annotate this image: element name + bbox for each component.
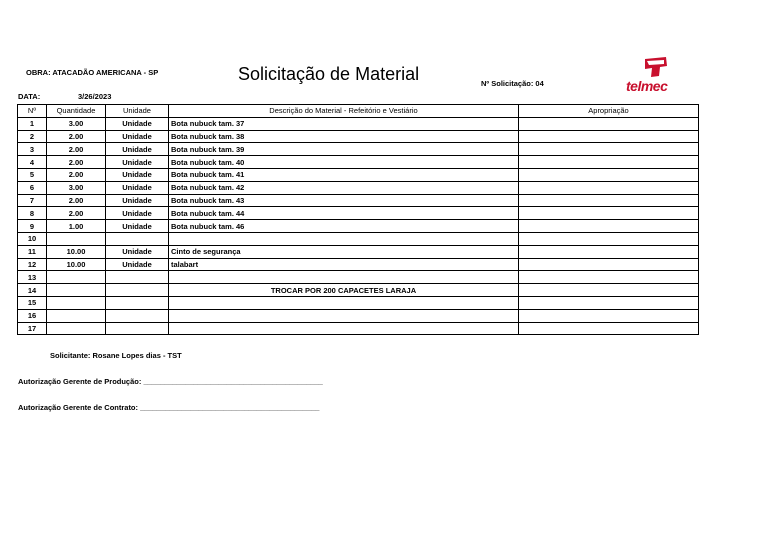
row-number: 4 — [18, 156, 47, 169]
row-number: 14 — [18, 284, 47, 297]
row-unit — [106, 296, 169, 309]
row-description: Bota nubuck tam. 44 — [169, 207, 519, 220]
table-row — [18, 156, 699, 169]
row-description — [169, 271, 519, 284]
row-appropriation — [519, 271, 699, 284]
requester: Solicitante: Rosane Lopes dias - TST — [50, 351, 182, 360]
table-row — [18, 220, 699, 233]
row-appropriation — [519, 220, 699, 233]
table-row — [18, 168, 699, 181]
row-number: 2 — [18, 130, 47, 143]
row-appropriation — [519, 245, 699, 258]
row-appropriation — [519, 130, 699, 143]
row-unit: Unidade — [106, 220, 169, 233]
row-quantity: 2.00 — [47, 194, 106, 207]
row-unit: Unidade — [106, 130, 169, 143]
production-manager-authorization: Autorização Gerente de Produção: ___________________________________________ — [18, 377, 323, 386]
row-quantity: 3.00 — [47, 181, 106, 194]
row-quantity — [47, 271, 106, 284]
row-quantity: 1.00 — [47, 220, 106, 233]
row-unit: Unidade — [106, 181, 169, 194]
obra-label: OBRA: ATACADÃO AMERICANA - SP — [26, 68, 159, 77]
row-quantity — [47, 296, 106, 309]
row-appropriation — [519, 309, 699, 322]
row-number: 13 — [18, 271, 47, 284]
row-unit: Unidade — [106, 168, 169, 181]
row-number: 1 — [18, 117, 47, 130]
row-appropriation — [519, 156, 699, 169]
row-unit: Unidade — [106, 117, 169, 130]
row-description: Bota nubuck tam. 41 — [169, 168, 519, 181]
row-appropriation — [519, 143, 699, 156]
table-row — [18, 232, 699, 245]
telmec-logo — [626, 57, 686, 93]
row-description — [169, 232, 519, 245]
row-quantity: 2.00 — [47, 130, 106, 143]
col-header-quantity: Quantidade — [47, 105, 106, 118]
row-unit: Unidade — [106, 207, 169, 220]
row-appropriation — [519, 322, 699, 335]
row-description: Bota nubuck tam. 39 — [169, 143, 519, 156]
row-appropriation — [519, 194, 699, 207]
row-quantity — [47, 284, 106, 297]
row-unit — [106, 284, 169, 297]
row-unit — [106, 232, 169, 245]
row-appropriation — [519, 284, 699, 297]
row-unit: Unidade — [106, 258, 169, 271]
row-description: Bota nubuck tam. 43 — [169, 194, 519, 207]
material-table — [17, 104, 699, 335]
row-number: 17 — [18, 322, 47, 335]
table-row — [18, 271, 699, 284]
row-description: Bota nubuck tam. 40 — [169, 156, 519, 169]
row-quantity — [47, 309, 106, 322]
row-number: 10 — [18, 232, 47, 245]
row-quantity: 10.00 — [47, 258, 106, 271]
row-description: Bota nubuck tam. 42 — [169, 181, 519, 194]
table-row — [18, 258, 699, 271]
row-appropriation — [519, 181, 699, 194]
row-unit — [106, 322, 169, 335]
table-row — [18, 207, 699, 220]
row-number: 5 — [18, 168, 47, 181]
row-quantity: 2.00 — [47, 143, 106, 156]
row-quantity: 2.00 — [47, 156, 106, 169]
logo-text: telmec — [626, 78, 668, 94]
row-quantity — [47, 232, 106, 245]
row-unit: Unidade — [106, 156, 169, 169]
row-number: 9 — [18, 220, 47, 233]
row-number: 16 — [18, 309, 47, 322]
row-unit — [106, 309, 169, 322]
request-number: Nº Solicitação: 04 — [481, 79, 544, 88]
row-number: 7 — [18, 194, 47, 207]
row-description — [169, 309, 519, 322]
row-number: 15 — [18, 296, 47, 309]
row-appropriation — [519, 117, 699, 130]
date-label: DATA: — [18, 92, 41, 101]
table-row — [18, 322, 699, 335]
table-header-row — [18, 105, 699, 118]
row-appropriation — [519, 232, 699, 245]
row-unit: Unidade — [106, 143, 169, 156]
row-quantity: 2.00 — [47, 207, 106, 220]
row-description: Cinto de segurança — [169, 245, 519, 258]
row-description: Bota nubuck tam. 37 — [169, 117, 519, 130]
col-header-unit: Unidade — [106, 105, 169, 118]
table-row — [18, 296, 699, 309]
row-appropriation — [519, 258, 699, 271]
date-value: 3/26/2023 — [78, 92, 112, 101]
row-quantity: 3.00 — [47, 117, 106, 130]
row-description — [169, 296, 519, 309]
row-description — [169, 322, 519, 335]
table-row — [18, 117, 699, 130]
row-unit: Unidade — [106, 245, 169, 258]
row-description: Bota nubuck tam. 38 — [169, 130, 519, 143]
table-row — [18, 284, 699, 297]
row-number: 11 — [18, 245, 47, 258]
row-appropriation — [519, 207, 699, 220]
row-unit: Unidade — [106, 194, 169, 207]
row-number: 3 — [18, 143, 47, 156]
col-header-appropriation: Apropriação — [519, 105, 699, 118]
row-description: TROCAR POR 200 CAPACETES LARAJA — [169, 284, 519, 297]
col-header-description: Descrição do Material - Refeitório e Vestiário — [169, 105, 519, 118]
table-row — [18, 130, 699, 143]
contract-manager-authorization: Autorização Gerente de Contrato: ___________________________________________ — [18, 403, 320, 412]
table-row — [18, 245, 699, 258]
page-title: Solicitação de Material — [238, 64, 420, 84]
table-row — [18, 309, 699, 322]
table-row — [18, 143, 699, 156]
row-unit — [106, 271, 169, 284]
row-quantity: 2.00 — [47, 168, 106, 181]
row-quantity — [47, 322, 106, 335]
row-description: talabart — [169, 258, 519, 271]
table-row — [18, 194, 699, 207]
row-number: 8 — [18, 207, 47, 220]
row-quantity: 10.00 — [47, 245, 106, 258]
row-number: 12 — [18, 258, 47, 271]
row-appropriation — [519, 296, 699, 309]
table-row — [18, 181, 699, 194]
row-number: 6 — [18, 181, 47, 194]
col-header-num: Nº — [18, 105, 47, 118]
row-description: Bota nubuck tam. 46 — [169, 220, 519, 233]
row-appropriation — [519, 168, 699, 181]
